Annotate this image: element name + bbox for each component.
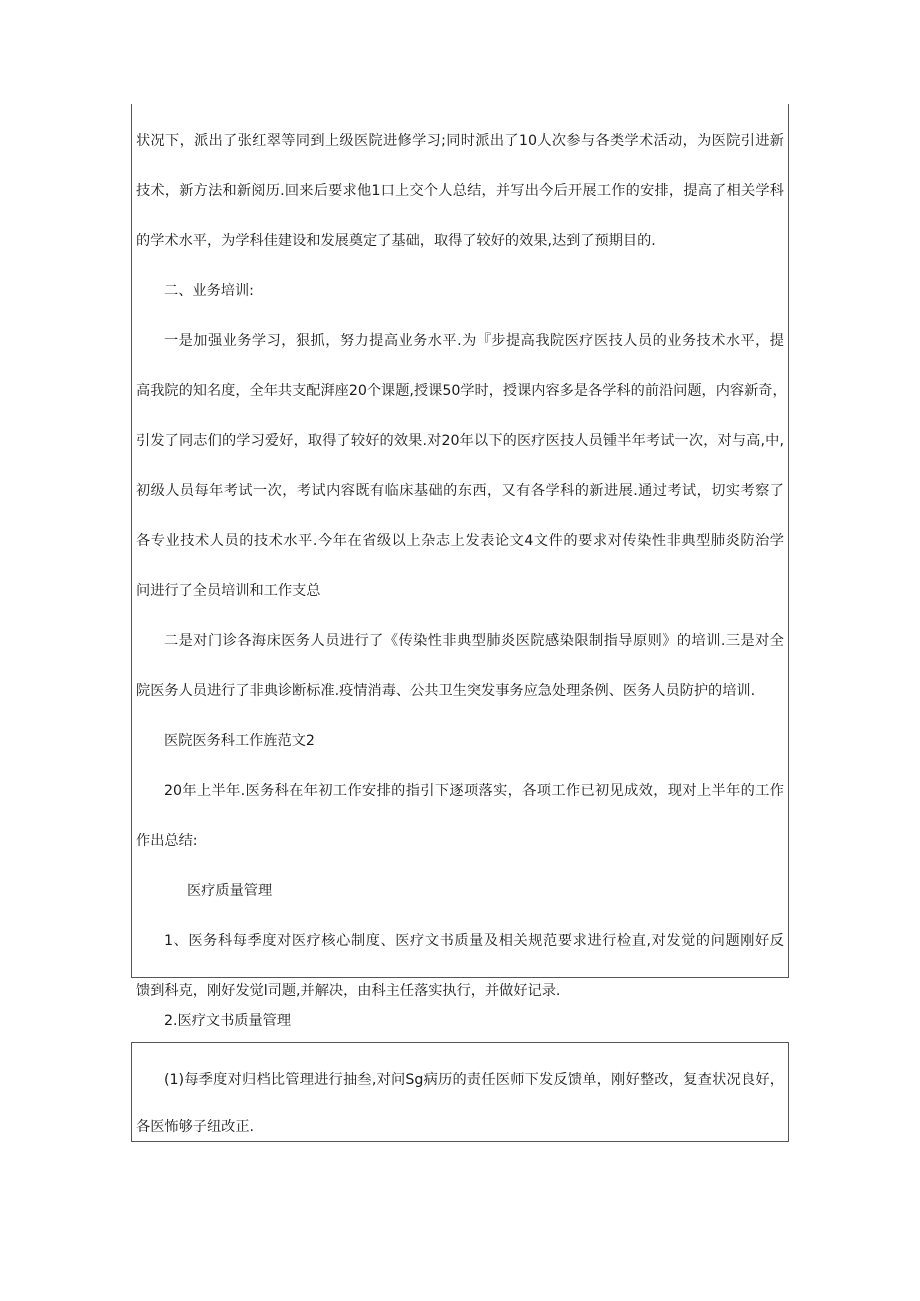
text-line: 院医务人员进行了非典诊断标准.疫情消毒、公共卫生突发事务应急处理条例、医务人员防护的培训. — [136, 683, 756, 699]
section-heading: 二、业务培训: — [164, 283, 254, 299]
text-line: 的学术水平，为学科佳建设和发展奠定了基础，取得了较好的效果,达到了预期目的. — [136, 233, 656, 249]
text-line: 问进行了全员培训和工作支总 — [136, 583, 321, 599]
text-line: 20年上半年.医务科在年初工作安排的指引下逐项落实，各项工作已初见成效，现对上半年的工作 — [164, 783, 784, 799]
text-line: 二是对门诊各海床医务人员进行了《传染性非典型肺炎医院感染限制指导原则》的培训.三是对全 — [164, 633, 784, 649]
text-line: 各专业技术人员的技术水平.今年在省级以上杂志上发表论文4文件的要求对传染性非典型肺炎防治学 — [136, 533, 784, 549]
text-line: 引发了同志们的学习爱好，取得了较好的效果.对20年以下的医疗医技人员锺半年考试一次，对与高,中, — [136, 433, 784, 449]
section-heading: 医疗质量管理 — [187, 883, 273, 899]
text-line: 高我院的知名度，全年共支配湃座20个课题,授课50学时，授课内容多是各学科的前沿问题，内容新奇， — [136, 383, 787, 399]
text-line: 状况下，派出了张红翠等同到上级医院进修学习;同时派出了10人次参与各类学术活动，为医院引进新 — [136, 133, 784, 149]
text-line: 技术，新方法和新阅历.回来后要求他1口上交个人总结，并写出今后开展工作的安排，提高了相关学科 — [136, 183, 784, 199]
text-line: 一是加强业务学习，狠抓，努力提高业务水平.为『步提高我院医疗医技人员的业务技术水平，提 — [164, 333, 784, 349]
text-line: 初级人员每年考试一次，考试内容既有临床基础的东西，又有各学科的新进展.通过考试，切实考察了 — [136, 483, 784, 499]
text-line: 作出总结: — [136, 833, 198, 849]
text-line: (1)每季度对归档比管理进行抽叁,对问Sg病历的责任医师下发反馈单，刚好整改，复查状况良好， — [164, 1072, 784, 1088]
section-heading: 2.医疗文书质量管理 — [164, 1013, 292, 1029]
text-line: 馈到科克，刚好发觉l司题,并解决，由科主任落实执行，并做好记录. — [136, 983, 561, 999]
text-line: 各医怖够子纽改正. — [136, 1119, 255, 1135]
document-subtitle: 医院医务科工作旌范文2 — [164, 733, 315, 749]
text-line: 1、医务科每季度对医疗核心制度、医疗文书质量及相关规范要求进行检直,对发觉的问题刚好反 — [164, 933, 784, 949]
